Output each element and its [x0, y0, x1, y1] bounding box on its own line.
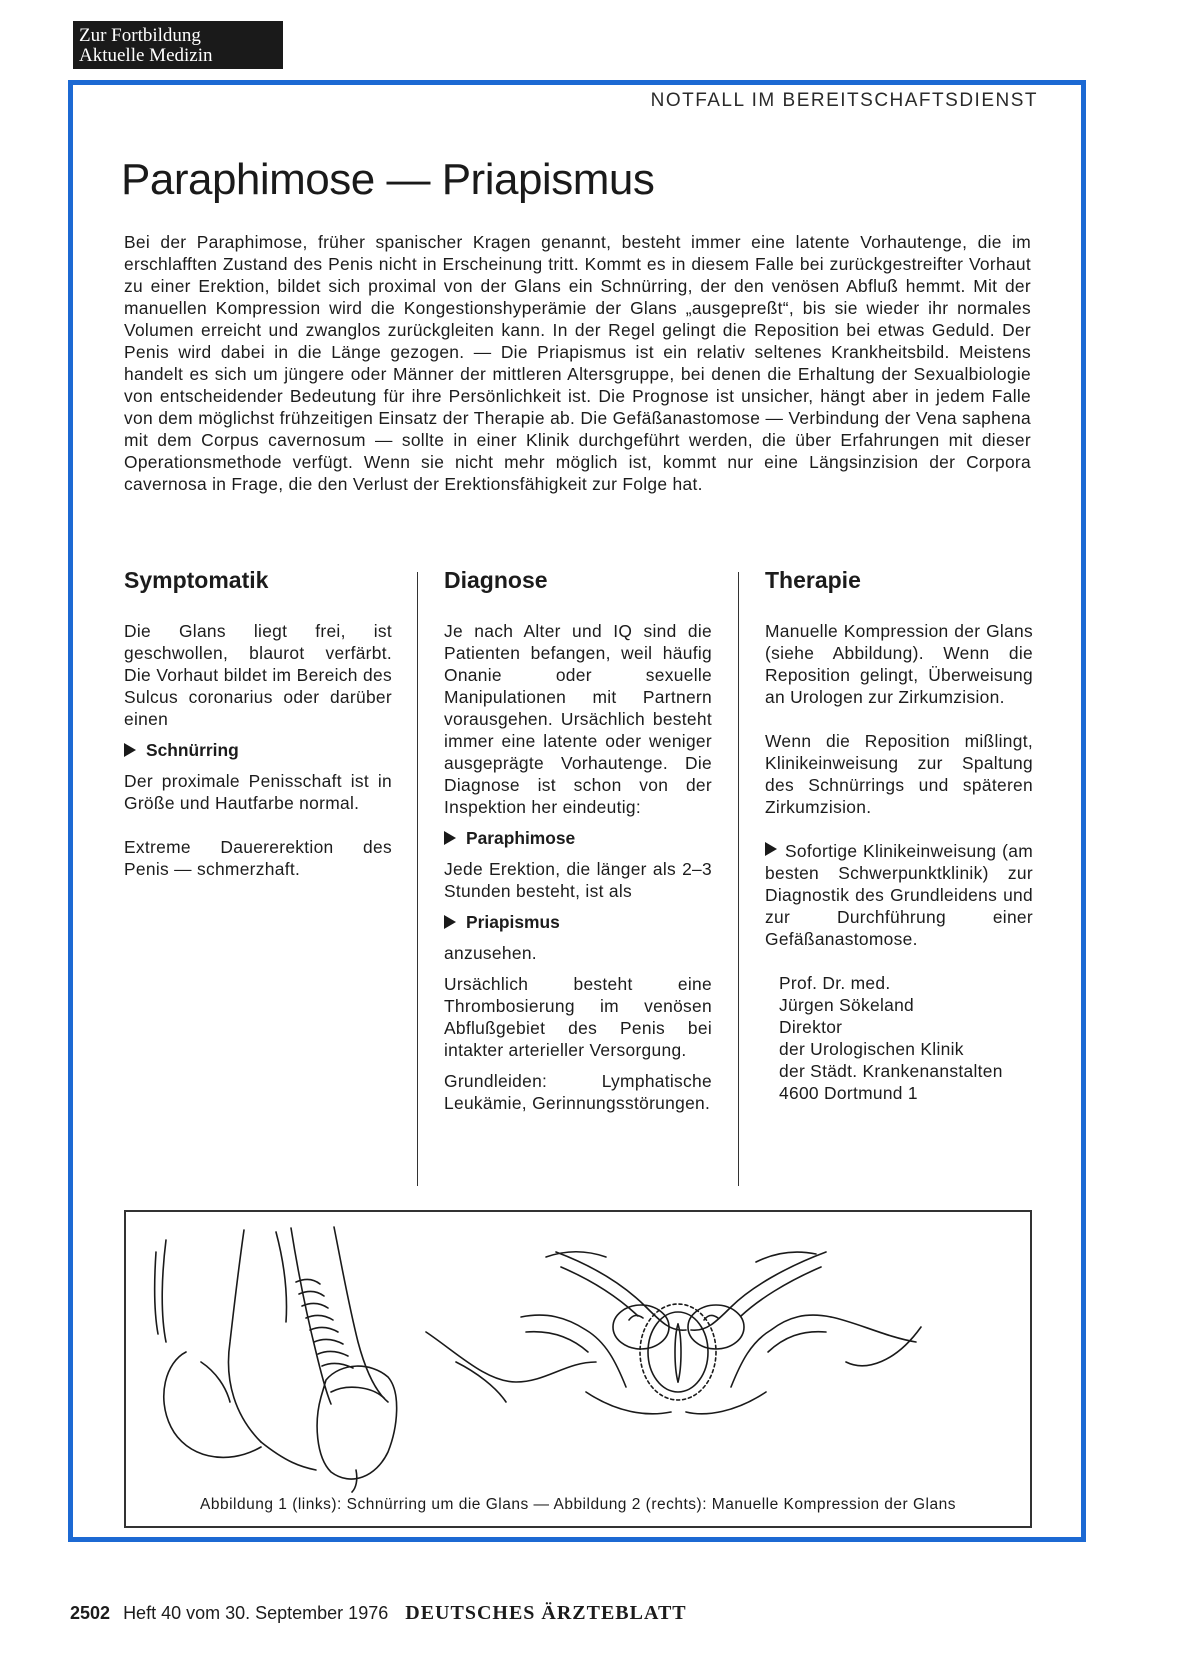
illustration-kompression — [426, 1252, 921, 1414]
keyword-label: Schnürring — [146, 740, 239, 760]
diagnose-paragraph-3: anzusehen. — [444, 943, 537, 963]
journal-name: DEUTSCHES ÄRZTEBLATT — [405, 1602, 687, 1624]
section-tag — [73, 21, 283, 69]
therapie-paragraph-3 — [765, 840, 1033, 950]
footer — [70, 1602, 687, 1625]
symptomatik-paragraph-2: Der proximale Penisschaft ist in Größe und Hautfarbe normal. — [124, 771, 392, 813]
therapie-paragraph-1: Manuelle Kompression der Glans (siehe Abbildung). Wenn die Reposition gelingt, Überweisung an Urologen zur Zirkumzision. — [765, 621, 1033, 707]
intro-paragraph: Bei der Paraphimose, früher spanischer Kragen genannt, besteht immer eine latente Vorhautenge, die im erschlafften Zustand des Penis nicht in Erscheinung tritt. Kommt es in diesem Falle bei zurückgestreifter Vorhaut zu einer Erektion, bildet sich proximal von der Glans ein Schnürring, der den venösen Abfluß hemmt. Mit der manuellen Kompression wird die Kongestionshyperämie der Glans „ausgepreßt“, bis sie wieder ihr normales Volumen erreicht und zwanglos zurückgleiten kann. In der Regel gelingt die Reposition bei etwas Geduld. Der Penis wird dabei in die Länge gezogen. — Die Priapismus ist ein relativ seltenes Krankheitsbild. Meistens handelt es sich um jüngere oder Männer der mittleren Altersgruppe, bei denen die Erhaltung der Sexualbiologie von entscheidender Bedeutung für ihre Persönlichkeit ist. Die Prognose ist unsicher, hängt aber in jedem Falle von dem möglichst frühzeitigen Einsatz der Therapie ab. Die Gefäßanastomose — Verbindung der Vena saphena mit dem Corpus cavernosum — sollte in einer Klinik durchgeführt werden, die über Erfahrungen mit dieser Operationsmethode verfügt. Wenn sie nicht mehr möglich ist, kommt nur eine Längsinzision der Corpora cavernosa in Frage, die den Verlust der Erektionsfähigkeit zur Folge hat. — [124, 232, 1031, 494]
issue-info: Heft 40 vom 30. September 1976 — [123, 1603, 389, 1623]
author-line: Direktor — [779, 1017, 843, 1037]
keyword-schnuerring — [124, 739, 392, 761]
column-divider — [417, 572, 418, 1186]
therapie-paragraph-3-text: Sofortige Klinikeinweisung (am besten Schwerpunktklinik) zur Diagnostik des Grundleidens und zur Durchführung einer Gefäßanastomose. — [765, 841, 1033, 949]
heading-therapie: Therapie — [765, 567, 861, 593]
symptomatik-paragraph-1: Die Glans liegt frei, ist geschwollen, blaurot verfärbt. Die Vorhaut bildet im Bereich des Sulcus coronarius oder darüber einen — [124, 621, 392, 729]
arrow-icon — [124, 743, 136, 757]
arrow-icon — [444, 831, 456, 845]
column-symptomatik — [124, 565, 392, 889]
diagnose-paragraph-5: Grundleiden: Lymphatische Leukämie, Gerinnungsstörungen. — [444, 1071, 712, 1113]
author-line: Jürgen Sökeland — [779, 995, 915, 1015]
therapie-paragraph-2: Wenn die Reposition mißlingt, Klinikeinweisung zur Spaltung des Schnürrings und späteren Zirkumzision. — [765, 731, 1033, 817]
author-line: der Urologischen Klinik — [779, 1039, 964, 1059]
arrow-icon — [444, 915, 456, 929]
heading-symptomatik: Symptomatik — [124, 567, 269, 593]
author-line: 4600 Dortmund 1 — [779, 1083, 918, 1103]
column-divider — [738, 572, 739, 1186]
diagnose-paragraph-4: Ursächlich besteht eine Thrombosierung im venösen Abflußgebiet des Penis bei intakter arterieller Versorgung. — [444, 974, 712, 1060]
keyword-priapismus — [444, 911, 712, 933]
diagnose-paragraph-2: Jede Erektion, die länger als 2–3 Stunden besteht, ist als — [444, 859, 712, 901]
article-title: Paraphimose — Priapismus — [121, 155, 655, 204]
column-diagnose — [444, 565, 712, 1123]
figure-caption: Abbildung 1 (links): Schnürring um die Glans — Abbildung 2 (rechts): Manuelle Kompression der Glans — [200, 1496, 956, 1513]
symptomatik-paragraph-3: Extreme Dauererektion des Penis — schmerzhaft. — [124, 837, 392, 879]
column-therapie — [765, 565, 1033, 1104]
keyword-paraphimose — [444, 827, 712, 849]
section-tag-line1: Zur Fortbildung — [79, 25, 201, 46]
author-line: Prof. Dr. med. — [779, 973, 891, 993]
author-block — [779, 972, 1033, 1104]
figure-illustrations — [126, 1212, 1030, 1526]
author-line: der Städt. Krankenanstalten — [779, 1061, 1003, 1081]
arrow-icon — [765, 842, 777, 856]
figure-box — [124, 1210, 1032, 1528]
keyword-label: Paraphimose — [466, 828, 576, 848]
rubric: NOTFALL IM BEREITSCHAFTSDIENST — [650, 90, 1038, 111]
page-number: 2502 — [70, 1603, 111, 1623]
diagnose-paragraph-1: Je nach Alter und IQ sind die Patienten befangen, weil häufig Onanie oder sexuelle Manipulationen mit Partnern vorausgehen. Ursächlich besteht immer eine latente oder weniger ausgeprägte Vorhautenge. Die Diagnose ist schon von der Inspektion her eindeutig: — [444, 621, 712, 817]
heading-diagnose: Diagnose — [444, 567, 548, 593]
illustration-schnuerring — [155, 1227, 397, 1492]
keyword-label: Priapismus — [466, 912, 560, 932]
section-tag-line2: Aktuelle Medizin — [79, 45, 213, 66]
